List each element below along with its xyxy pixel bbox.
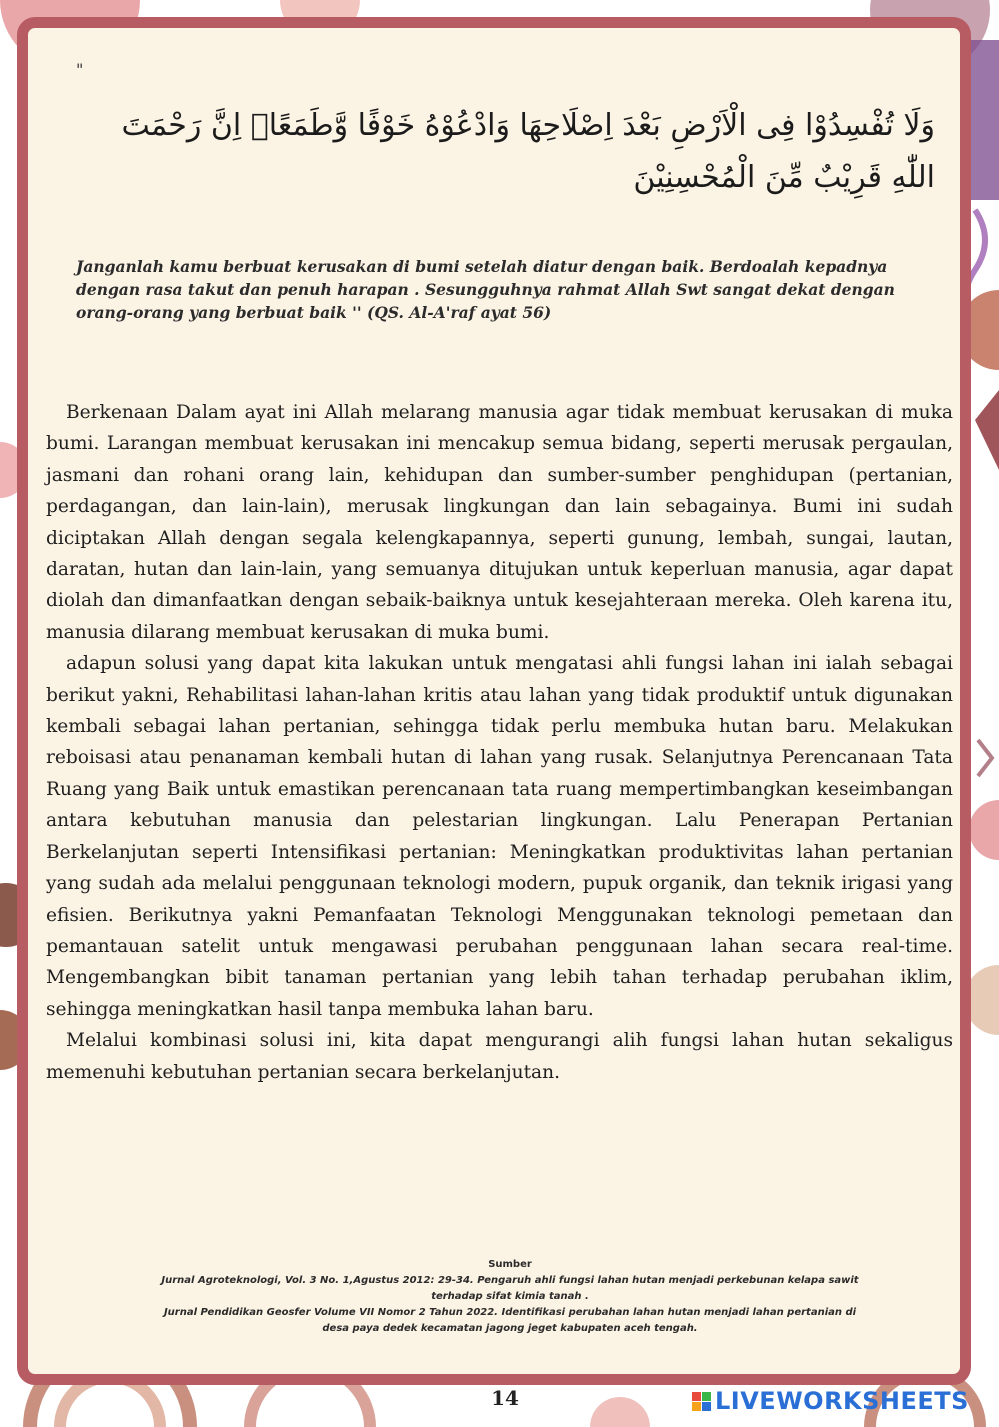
- sources-section: [150, 1257, 870, 1337]
- brand-name: LIVEWORKSHEETS: [715, 1387, 969, 1415]
- paragraph-1: Berkenaan Dalam ayat ini Allah melarang manusia agar tidak membuat kerusakan di muka bumi. Larangan membuat kerusakan ini mencakup semua bidang, seperti merusak pergaulan, jasmani dan rohani orang lain, kehidupan dan sumber-sumber penghidupan (pertanian, perdagangan, dan lain-lain), merusak lingkungan dan lain sebagainya. Bumi ini sudah diciptakan Allah dengan segala kelengkapannya, seperti gunung, lembah, sungai, lautan, daratan, hutan dan lain-lain, yang semuanya ditujukan untuk keperluan manusia, agar dapat diolah dan dimanfaatkan dengan sebaik-baiknya untuk kesejahteraan mereka. Oleh karena itu, manusia dilarang membuat kerusakan di muka bumi.: [46, 402, 953, 643]
- pink-blob-bottom: [590, 1397, 650, 1427]
- leaf-right: [975, 390, 999, 470]
- sources-title: Sumber: [488, 1259, 532, 1270]
- liveworksheets-logo-icon: [692, 1392, 711, 1411]
- source-item: Jurnal Pendidikan Geosfer Volume VII Nomor 2 Tahun 2022. Identifikasi perubahan lahan hutan menjadi lahan pertanian di desa paya dedek kecamatan jagong jeget kabupaten aceh tengah.: [163, 1307, 857, 1334]
- paragraph-2: adapun solusi yang dapat kita lakukan untuk mengatasi ahli fungsi lahan ini ialah sebagai berikut yakni, Rehabilitasi lahan-lahan kritis atau lahan yang tidak produktif untuk digunakan kembali sebagai lahan pertanian, sehingga tidak perlu membuka hutan baru. Melakukan reboisasi atau penanaman kembali hutan di lahan yang rusak. Selanjutnya Perencanaan Tata Ruang yang Baik untuk emastikan perencanaan tata ruang mempertimbangkan keseimbangan antara kebutuhan manusia dan pelestarian lingkungan. Lalu Penerapan Pertanian Berkelanjutan seperti Intensifikasi pertanian: Meningkatkan produktivitas lahan pertanian yang sudah ada melalui penggunaan teknologi modern, pupuk organik, dan teknik irigasi yang efisien. Berikutnya yakni Pemanfaatan Teknologi Menggunakan teknologi pemetaan dan pemantauan satelit untuk mengawasi perubahan penggunaan lahan secara real-time. Mengembangkan bibit tanaman pertanian yang lebih tahan terhadap perubahan iklim, sehingga meningkatkan hasil tanpa membuka lahan baru.: [46, 653, 953, 1020]
- source-item: Jurnal Agroteknologi, Vol. 3 No. 1,Agustus 2012: 29-34. Pengaruh ahli fungsi lahan hutan menjadi perkebunan kelapa sawit terhadap sifat kimia tanah .: [161, 1275, 859, 1302]
- verse-translation: Janganlah kamu berbuat kerusakan di bumi setelah diatur dengan baik. Berdoalah kepadnya dengan rasa takut dan penuh harapan . Sesungguhnya rahmat Allah Swt sangat dekat dengan orang-orang yang berbuat baik '' (QS. Al-A'raf ayat 56): [76, 257, 895, 322]
- opening-quote-mark: ": [76, 60, 84, 79]
- star-outline-right: [978, 740, 992, 776]
- body-text: [46, 397, 953, 1088]
- liveworksheets-brand[interactable]: [692, 1386, 969, 1416]
- page-number: 14: [491, 1386, 519, 1410]
- paragraph-3: Melalui kombinasi solusi ini, kita dapat mengurangi alih fungsi lahan hutan sekaligus memenuhi kebutuhan pertanian secara berkelanjutan.: [46, 1030, 953, 1083]
- arabic-verse: وَلَا تُفْسِدُوْا فِى الْاَرْضِ بَعْدَ اِصْلَاحِهَا وَادْعُوْهُ خَوْفًا وَّطَمَعًاۗ اِنَّ رَحْمَتَ اللّٰهِ قَرِيْبٌ مِّنَ الْمُحْسِنِيْنَ: [121, 108, 935, 195]
- pink-blob-right-mid: [969, 800, 999, 860]
